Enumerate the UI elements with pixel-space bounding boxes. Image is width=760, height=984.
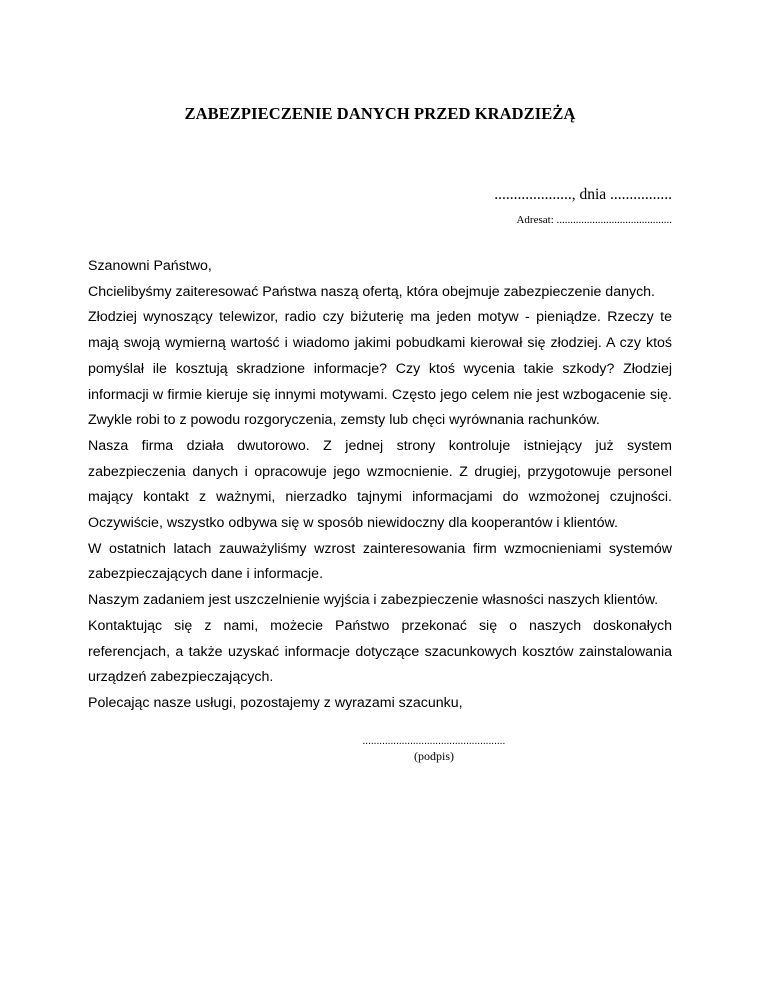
addressee-line: Adresat: ..........................................: [516, 214, 672, 226]
letter-body: [88, 254, 672, 717]
paragraph-thief: Złodziej wynoszący telewizor, radio czy biżuterię ma jeden motyw - pieniądze. Rzeczy te mają swoją wymierną wartość i wiadomo jakimi pobudkami kierował się złodziej. A czy ktoś pomyślał ile kosztują skradzione informacje? Czy ktoś wycenia takie szkody? Złodziej informacji w firmie kieruje się innymi motywami. Często jego celem nie jest wzbogacenie się. Zwykle robi to z powodu rozgoryczenia, zemsty lub chęci wyrównania rachunków.: [88, 309, 672, 429]
document-title: ZABEZPIECZENIE DANYCH PRZED KRADZIEŻĄ: [184, 104, 576, 123]
paragraph-task: Naszym zadaniem jest uszczelnienie wyjścia i zabezpieczenie własności naszych klientów.: [88, 592, 659, 609]
place-date-line: ...................., dnia ................: [494, 186, 672, 203]
paragraph-offer: Chcielibyśmy zaiteresować Państwa naszą ofertą, która obejmuje zabezpieczenie danych.: [88, 283, 656, 300]
signature-block: [354, 736, 514, 764]
closing: Polecając nasze usługi, pozostajemy z wyrazami szacunku,: [88, 694, 463, 711]
salutation: Szanowni Państwo,: [88, 258, 212, 274]
paragraph-contact: Kontaktując się z nami, możecie Państwo przekonać się o naszych doskonałych referencjach, a także uzyskać informacje dotyczące szacunkowych kosztów zainstalowania urządzeń zabezpieczających.: [88, 617, 672, 686]
signature-caption: (podpis): [414, 749, 454, 763]
paragraph-company: Nasza firma działa dwutorowo. Z jednej strony kontroluje istniejący już system zabezpieczenia danych i opracowuje jego wzmocnienie. Z drugiej, przygotowuje personel mający kontakt z ważnymi, nierzadko tajnymi informacjami do wzmożonej czujności. Oczywiście, wszystko odbywa się w sposób niewidoczny dla kooperantów i klientów.: [88, 437, 672, 532]
signature-line: ...................................................: [362, 736, 506, 747]
paragraph-interest: W ostatnich latach zauważyliśmy wzrost zainteresowania firm wzmocnieniami systemów zabezpieczających dane i informacje.: [88, 540, 672, 583]
